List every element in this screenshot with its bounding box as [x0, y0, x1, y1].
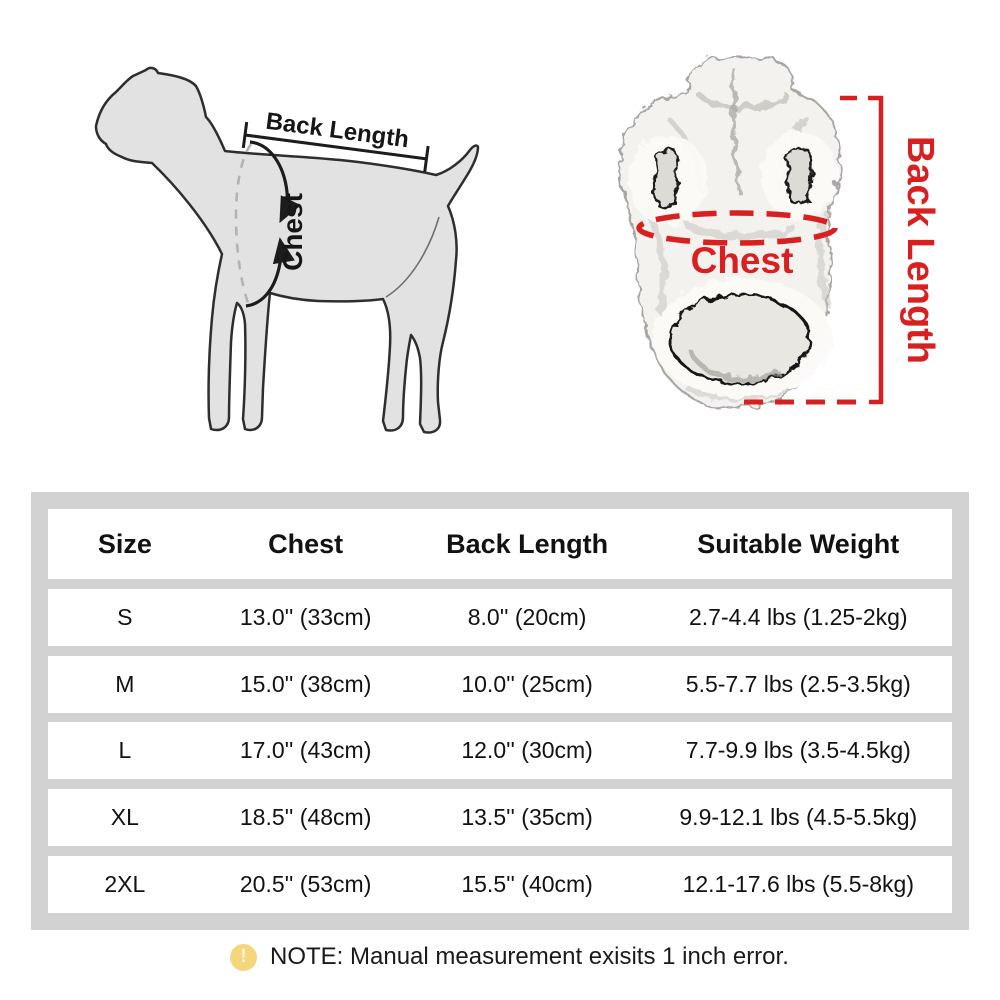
- size-cell: XL: [110, 804, 139, 831]
- measurement-note: [230, 941, 789, 973]
- back-cell: 15.5'' (40cm): [461, 870, 593, 897]
- chest-cell: 17.0'' (43cm): [239, 737, 372, 764]
- chest-cell: 18.5'' (48cm): [239, 804, 372, 831]
- back-cell: 13.5'' (35cm): [461, 804, 593, 831]
- table-row: [48, 789, 952, 846]
- header-back-length: Back Length: [446, 528, 609, 559]
- dog-coat-illustration: [620, 57, 841, 407]
- table-row: [48, 856, 952, 913]
- table-row: [48, 589, 952, 646]
- header-chest: Chest: [268, 528, 344, 559]
- chest-label: Chest: [277, 193, 308, 271]
- coat-chest-label: Chest: [690, 240, 794, 281]
- weight-cell: 12.1-17.6 lbs (5.5-8kg): [682, 870, 914, 897]
- chest-cell: 20.5'' (53cm): [239, 870, 372, 897]
- back-length-label: Back Length: [264, 107, 411, 154]
- table-row: [48, 656, 952, 713]
- dog-measurement-diagram: [96, 68, 478, 433]
- chest-cell: 15.0'' (38cm): [239, 670, 372, 697]
- coat-armhole-left: [655, 150, 677, 207]
- weight-cell: 9.9-12.1 lbs (4.5-5.5kg): [679, 804, 918, 831]
- coat-armhole-right: [787, 147, 811, 203]
- header-suitable-weight: Suitable Weight: [697, 528, 900, 559]
- coat-back-length-label: Back Length: [899, 135, 941, 365]
- size-cell: S: [117, 603, 133, 630]
- note-text: NOTE: Manual measurement exisits 1 inch error.: [270, 943, 789, 970]
- size-cell: L: [118, 737, 132, 764]
- weight-cell: 2.7-4.4 lbs (1.25-2kg): [688, 603, 908, 630]
- size-cell: 2XL: [104, 870, 146, 897]
- chest-cell: 13.0'' (33cm): [239, 603, 372, 630]
- size-cell: M: [115, 670, 135, 697]
- coat-bottom-opening: [670, 295, 810, 383]
- exclamation-icon: !: [230, 944, 257, 971]
- back-cell: 10.0'' (25cm): [461, 670, 593, 697]
- weight-cell: 7.7-9.9 lbs (3.5-4.5kg): [685, 737, 911, 764]
- back-cell: 12.0'' (30cm): [461, 737, 593, 764]
- table-row: [48, 722, 952, 779]
- header-size: Size: [97, 528, 152, 559]
- size-table: [31, 492, 969, 930]
- weight-cell: 5.5-7.7 lbs (2.5-3.5kg): [685, 670, 911, 697]
- size-guide-illustration: [0, 0, 1000, 480]
- back-length-bracket: [868, 98, 881, 402]
- table-header-row: [48, 509, 952, 579]
- back-cell: 8.0'' (20cm): [467, 603, 587, 630]
